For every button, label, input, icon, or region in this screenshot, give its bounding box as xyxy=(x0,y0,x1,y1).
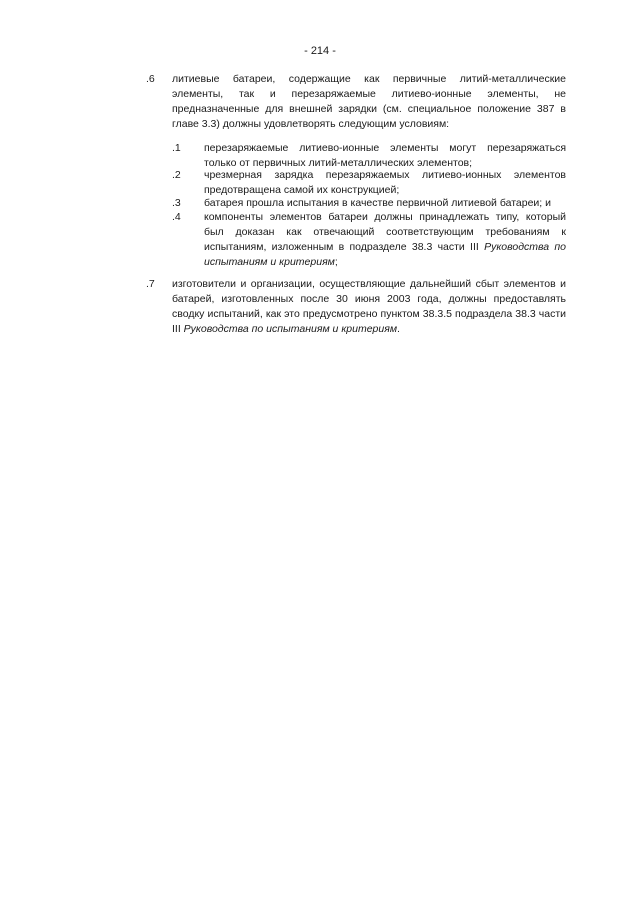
subitem-text: батарея прошла испытания в качестве первичной литиевой батареи; и xyxy=(204,197,551,209)
subitem-2 xyxy=(172,168,566,198)
subitem-text: перезаряжаемые литиево-ионные элементы могут перезаряжаться только от первичных литий-металлических элементов; xyxy=(204,142,566,169)
item-text-main: изготовители и организации, осуществляющие дальнейший сбыт элементов и батарей, изготовленных после 30 июня 2003 года, должны предоставлять сводку испытаний, как это предусмотрено пунктом 38.3.5 подраздела 38.3 части III xyxy=(172,278,566,335)
item-text: литиевые батареи, содержащие как первичные литий-металлические элементы, так и перезаряжаемые литиево-ионные элементы, не предназначенные для внешней зарядки (см. специальное положение 387 в главе 3.3) должны удовлетворять следующим условиям: xyxy=(172,73,566,130)
subitem-text-end: ; xyxy=(334,256,338,268)
page-number: - 214 - xyxy=(304,45,336,57)
subitem-1 xyxy=(172,141,566,171)
item-number: .7 xyxy=(146,278,155,290)
subitem-text-main: компоненты элементов батареи должны принадлежать типу, который был доказан как отвечающий соответствующим требованиям к испытаниям, изложенным в подразделе 38.3 части III xyxy=(204,211,566,253)
subitem-number: .3 xyxy=(172,197,181,209)
manual-title-reference: Руководства по испытаниям и критериям xyxy=(183,323,398,335)
item-text xyxy=(172,277,566,337)
manual-title-reference: Руководства по испытаниям и критериям xyxy=(204,241,566,268)
item-6 xyxy=(146,72,566,132)
subitem-number: .4 xyxy=(172,211,181,223)
subitem-text: чрезмерная зарядка перезаряжаемых литиево-ионных элементов предотвращена самой их конструкцией; xyxy=(204,169,566,196)
item-number: .6 xyxy=(146,73,155,85)
item-7 xyxy=(146,277,566,337)
subitem-4 xyxy=(172,210,566,270)
subitem-text xyxy=(204,210,566,270)
subitem-number: .2 xyxy=(172,169,181,181)
subitem-number: .1 xyxy=(172,142,181,154)
item-text-end: . xyxy=(397,323,400,335)
subitem-3 xyxy=(172,196,566,211)
